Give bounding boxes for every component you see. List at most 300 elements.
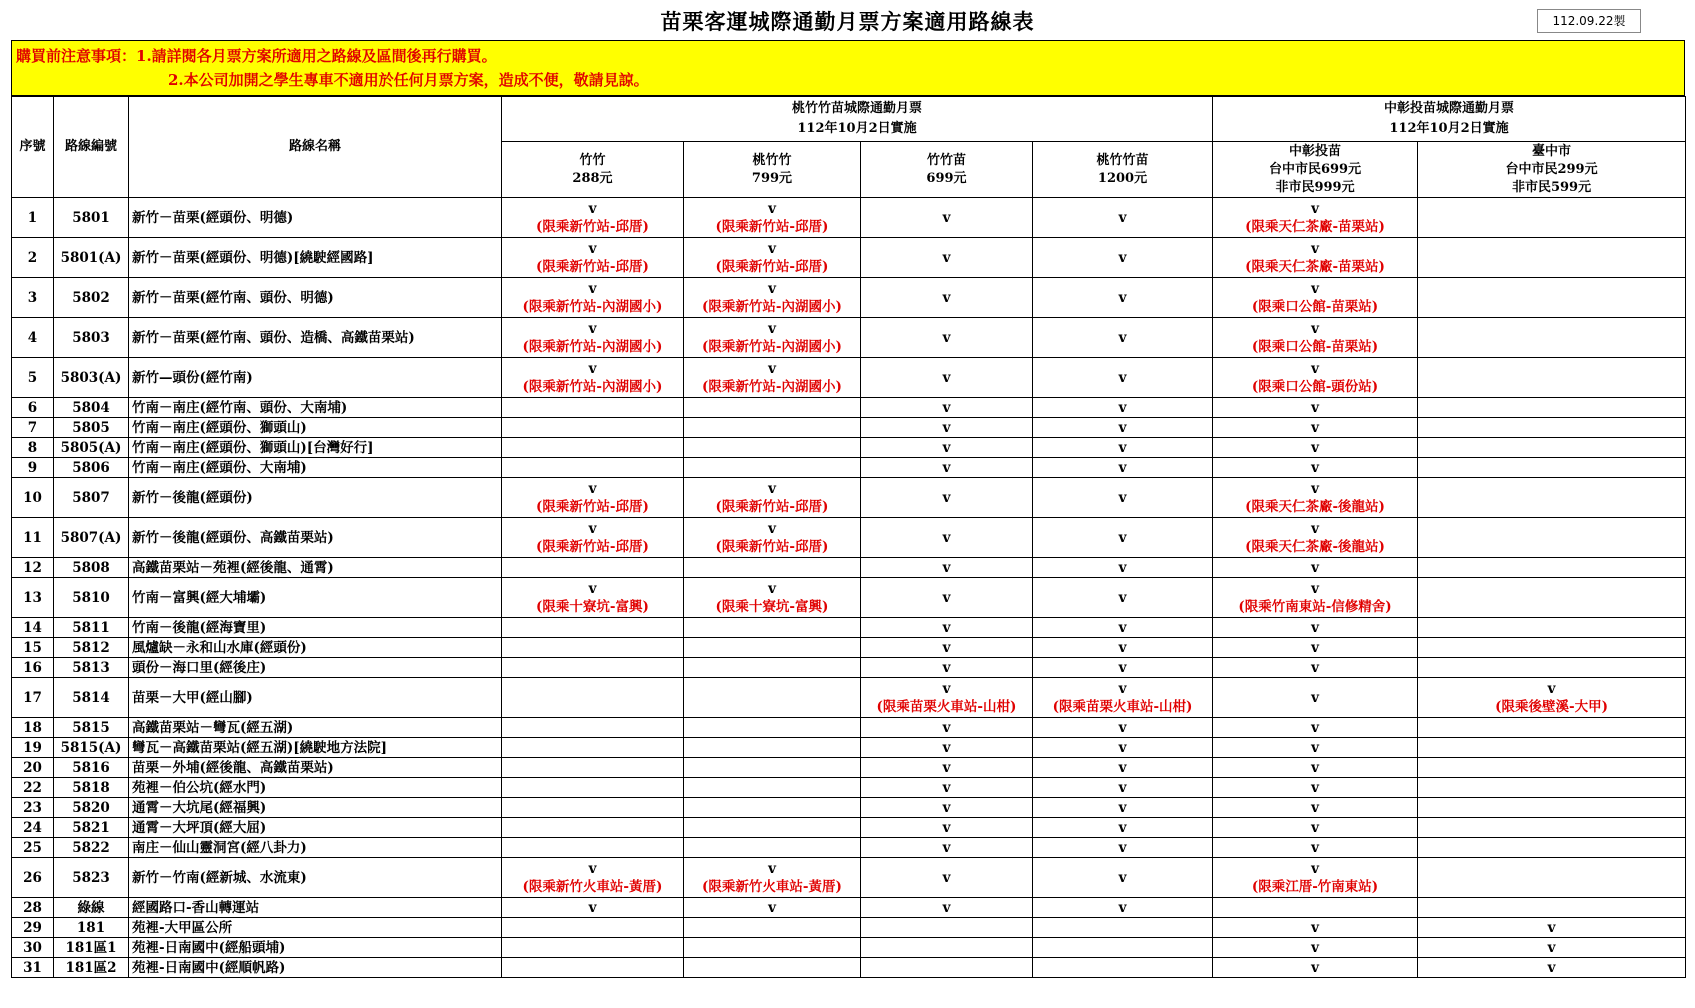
cell-route-name: 通霄－大坑尾(經福興) xyxy=(129,798,502,818)
cell-route-name: 高鐵苗栗站－彎瓦(經五湖) xyxy=(129,718,502,738)
table-row xyxy=(12,398,1686,418)
cell-plan-4 xyxy=(1213,238,1418,278)
cell-plan-4 xyxy=(1213,958,1418,978)
check-mark: v xyxy=(1311,860,1319,877)
cell-plan-1 xyxy=(684,738,861,758)
restriction-note: (限乘新竹火車站-黃厝) xyxy=(522,878,663,895)
check-mark: v xyxy=(1311,280,1319,297)
cell-route-name: 新竹－竹南(經新城、水流東) xyxy=(129,858,502,898)
cell-route-name: 頭份－海口里(經後庄) xyxy=(129,658,502,678)
check-mark: v xyxy=(942,680,951,697)
cell-plan-2 xyxy=(861,278,1033,318)
check-mark: v xyxy=(1311,360,1319,377)
check-mark: v xyxy=(1118,289,1127,306)
check-mark: v xyxy=(1118,839,1127,856)
check-mark: v xyxy=(942,869,951,886)
check-mark: v xyxy=(1311,719,1319,736)
table-row xyxy=(12,958,1686,978)
check-mark: v xyxy=(1118,249,1127,266)
table-row xyxy=(12,198,1686,238)
cell-plan-0 xyxy=(502,738,684,758)
cell-route-no: 5807(A) xyxy=(54,518,129,558)
cell-seq: 10 xyxy=(12,478,54,518)
check-mark: v xyxy=(1118,659,1127,676)
cell-plan-5 xyxy=(1418,738,1686,758)
cell-plan-4 xyxy=(1213,818,1418,838)
cell-plan-0 xyxy=(502,918,684,938)
cell-plan-2 xyxy=(861,578,1033,618)
header-plan-line: 竹竹 xyxy=(579,152,606,168)
cell-seq: 12 xyxy=(12,558,54,578)
cell-seq: 31 xyxy=(12,958,54,978)
check-mark: v xyxy=(1118,639,1127,656)
check-mark: v xyxy=(942,209,951,226)
cell-plan-3 xyxy=(1033,758,1213,778)
cell-plan-1 xyxy=(684,458,861,478)
cell-route-no: 5821 xyxy=(54,818,129,838)
cell-route-no: 5811 xyxy=(54,618,129,638)
cell-plan-3 xyxy=(1033,918,1213,938)
cell-plan-1 xyxy=(684,798,861,818)
check-mark: v xyxy=(588,860,597,877)
header-plan-line: 臺中市 xyxy=(1532,143,1572,159)
check-mark: v xyxy=(1311,839,1319,856)
cell-seq: 24 xyxy=(12,818,54,838)
cell-plan-5 xyxy=(1418,418,1686,438)
check-mark: v xyxy=(1118,619,1127,636)
cell-seq: 16 xyxy=(12,658,54,678)
table-row xyxy=(12,678,1686,718)
check-mark: v xyxy=(942,759,951,776)
cell-route-name: 通霄－大坪頂(經大屈) xyxy=(129,818,502,838)
check-mark: v xyxy=(1118,529,1127,546)
header-plan-line: 台中市民699元 xyxy=(1268,161,1362,177)
cell-seq: 9 xyxy=(12,458,54,478)
table-row xyxy=(12,718,1686,738)
cell-plan-3 xyxy=(1033,578,1213,618)
check-mark: v xyxy=(1118,369,1127,386)
cell-plan-1 xyxy=(684,578,861,618)
cell-plan-1 xyxy=(684,958,861,978)
restriction-note: (限乘口公館-苗栗站) xyxy=(1251,338,1379,355)
cell-plan-2 xyxy=(861,798,1033,818)
cell-route-name: 新竹－苗栗(經竹南、頭份、造橋、高鐵苗栗站) xyxy=(129,318,502,358)
check-mark: v xyxy=(1311,439,1319,456)
cell-plan-2 xyxy=(861,858,1033,898)
cell-plan-1 xyxy=(684,318,861,358)
check-mark: v xyxy=(942,559,951,576)
cell-seq: 14 xyxy=(12,618,54,638)
table-row xyxy=(12,618,1686,638)
check-mark: v xyxy=(1118,209,1127,226)
cell-plan-0 xyxy=(502,938,684,958)
check-mark: v xyxy=(1311,240,1319,257)
cell-plan-2 xyxy=(861,518,1033,558)
cell-route-no: 5806 xyxy=(54,458,129,478)
cell-plan-2 xyxy=(861,238,1033,278)
check-mark: v xyxy=(1311,919,1319,936)
check-mark: v xyxy=(942,589,951,606)
cell-plan-3 xyxy=(1033,738,1213,758)
restriction-note: (限乘新竹站-邱厝) xyxy=(536,218,649,235)
cell-seq: 3 xyxy=(12,278,54,318)
restriction-note: (限乘天仁茶廠-苗栗站) xyxy=(1245,218,1385,235)
check-mark: v xyxy=(942,819,951,836)
cell-plan-4 xyxy=(1213,358,1418,398)
cell-plan-5 xyxy=(1418,758,1686,778)
cell-plan-5 xyxy=(1418,958,1686,978)
cell-route-no: 5802 xyxy=(54,278,129,318)
header-plan-line: 竹竹苗 xyxy=(926,152,966,168)
cell-plan-0 xyxy=(502,718,684,738)
cell-route-name: 苑裡－伯公坑(經水門) xyxy=(129,778,502,798)
cell-route-no: 5818 xyxy=(54,778,129,798)
table-row xyxy=(12,478,1686,518)
cell-plan-2 xyxy=(861,758,1033,778)
cell-plan-4 xyxy=(1213,578,1418,618)
cell-route-no: 5804 xyxy=(54,398,129,418)
cell-plan-5 xyxy=(1418,818,1686,838)
restriction-note: (限乘天仁茶廠-後龍站) xyxy=(1245,538,1385,555)
cell-plan-0 xyxy=(502,838,684,858)
check-mark: v xyxy=(1118,419,1127,436)
check-mark: v xyxy=(1547,919,1556,936)
check-mark: v xyxy=(1311,619,1319,636)
restriction-note: (限乘新竹站-邱厝) xyxy=(715,498,829,515)
table-row xyxy=(12,518,1686,558)
cell-seq: 15 xyxy=(12,638,54,658)
cell-plan-1 xyxy=(684,678,861,718)
restriction-note: (限乘口公館-頭份站) xyxy=(1251,378,1379,395)
cell-plan-5 xyxy=(1418,798,1686,818)
cell-plan-1 xyxy=(684,478,861,518)
check-mark: v xyxy=(1118,739,1127,756)
cell-plan-5 xyxy=(1418,658,1686,678)
check-mark: v xyxy=(588,580,597,597)
group2-date: 112年10月2日實施 xyxy=(1389,121,1509,136)
cell-plan-2 xyxy=(861,438,1033,458)
check-mark: v xyxy=(1118,589,1127,606)
cell-plan-0 xyxy=(502,558,684,578)
check-mark: v xyxy=(1118,399,1127,416)
cell-route-name: 苗栗－大甲(經山腳) xyxy=(129,678,502,718)
check-mark: v xyxy=(1311,480,1319,497)
cell-route-name: 苑裡-日南國中(經順帆路) xyxy=(129,958,502,978)
check-mark: v xyxy=(588,320,597,337)
cell-plan-0 xyxy=(502,858,684,898)
check-mark: v xyxy=(768,899,776,916)
cell-plan-2 xyxy=(861,558,1033,578)
cell-seq: 4 xyxy=(12,318,54,358)
notice-banner xyxy=(11,40,1685,96)
cell-plan-0 xyxy=(502,198,684,238)
table-row xyxy=(12,358,1686,398)
check-mark: v xyxy=(942,459,951,476)
table-row xyxy=(12,818,1686,838)
cell-plan-2 xyxy=(861,738,1033,758)
cell-plan-3 xyxy=(1033,458,1213,478)
cell-route-no: 5822 xyxy=(54,838,129,858)
cell-plan-0 xyxy=(502,278,684,318)
cell-plan-1 xyxy=(684,278,861,318)
cell-plan-1 xyxy=(684,558,861,578)
cell-route-no: 5805 xyxy=(54,418,129,438)
cell-route-no: 5812 xyxy=(54,638,129,658)
header-plan-line: 桃竹竹 xyxy=(752,152,792,168)
check-mark: v xyxy=(942,439,951,456)
cell-route-name: 竹南－富興(經大埔壩) xyxy=(129,578,502,618)
cell-plan-0 xyxy=(502,758,684,778)
notice-line-1: 購買前注意事項：1.請詳閱各月票方案所適用之路線及區間後再行購買。 xyxy=(16,47,497,65)
restriction-note: (限乘口公館-苗栗站) xyxy=(1251,298,1379,315)
cell-route-name: 新竹—頭份(經竹南) xyxy=(129,358,502,398)
cell-seq: 5 xyxy=(12,358,54,398)
cell-plan-3 xyxy=(1033,398,1213,418)
cell-plan-2 xyxy=(861,678,1033,718)
cell-plan-3 xyxy=(1033,418,1213,438)
cell-plan-4 xyxy=(1213,758,1418,778)
cell-plan-3 xyxy=(1033,858,1213,898)
cell-plan-5 xyxy=(1418,938,1686,958)
check-mark: v xyxy=(768,860,776,877)
header-seq: 序號 xyxy=(12,97,54,198)
check-mark: v xyxy=(942,799,951,816)
table-row xyxy=(12,858,1686,898)
header-plan-line: 非市民999元 xyxy=(1275,179,1355,195)
cell-plan-5 xyxy=(1418,838,1686,858)
cell-route-no: 5803(A) xyxy=(54,358,129,398)
cell-seq: 11 xyxy=(12,518,54,558)
header-route-name: 路線名稱 xyxy=(129,97,502,198)
cell-plan-3 xyxy=(1033,478,1213,518)
cell-plan-3 xyxy=(1033,938,1213,958)
table-row xyxy=(12,738,1686,758)
cell-plan-1 xyxy=(684,398,861,418)
cell-plan-0 xyxy=(502,238,684,278)
cell-plan-4 xyxy=(1213,898,1418,918)
cell-plan-3 xyxy=(1033,198,1213,238)
cell-plan-5 xyxy=(1418,618,1686,638)
cell-plan-3 xyxy=(1033,838,1213,858)
table-row xyxy=(12,318,1686,358)
cell-route-no: 5814 xyxy=(54,678,129,718)
check-mark: v xyxy=(1311,520,1319,537)
check-mark: v xyxy=(1311,659,1319,676)
cell-plan-3 xyxy=(1033,358,1213,398)
cell-plan-5 xyxy=(1418,238,1686,278)
cell-plan-1 xyxy=(684,238,861,278)
check-mark: v xyxy=(942,779,951,796)
cell-plan-3 xyxy=(1033,718,1213,738)
restriction-note: (限乘十寮坑-富興) xyxy=(715,598,829,615)
check-mark: v xyxy=(588,280,597,297)
header-plan-5 xyxy=(1418,142,1686,198)
cell-route-name: 高鐵苗栗站－苑裡(經後龍、通霄) xyxy=(129,558,502,578)
check-mark: v xyxy=(588,480,597,497)
check-mark: v xyxy=(942,719,951,736)
cell-plan-3 xyxy=(1033,278,1213,318)
cell-plan-0 xyxy=(502,618,684,638)
cell-plan-5 xyxy=(1418,638,1686,658)
cell-plan-3 xyxy=(1033,658,1213,678)
cell-plan-5 xyxy=(1418,358,1686,398)
cell-plan-1 xyxy=(684,518,861,558)
cell-plan-1 xyxy=(684,858,861,898)
check-mark: v xyxy=(1311,580,1319,597)
check-mark: v xyxy=(942,639,951,656)
check-mark: v xyxy=(1118,680,1127,697)
table-row xyxy=(12,578,1686,618)
check-mark: v xyxy=(1547,939,1556,956)
cell-plan-0 xyxy=(502,958,684,978)
check-mark: v xyxy=(1547,959,1556,976)
check-mark: v xyxy=(942,489,951,506)
check-mark: v xyxy=(588,360,597,377)
cell-seq: 13 xyxy=(12,578,54,618)
cell-plan-4 xyxy=(1213,618,1418,638)
cell-plan-3 xyxy=(1033,958,1213,978)
cell-plan-2 xyxy=(861,918,1033,938)
cell-plan-1 xyxy=(684,358,861,398)
check-mark: v xyxy=(1118,719,1127,736)
cell-plan-5 xyxy=(1418,458,1686,478)
cell-plan-4 xyxy=(1213,738,1418,758)
cell-plan-1 xyxy=(684,938,861,958)
table-row xyxy=(12,238,1686,278)
cell-plan-3 xyxy=(1033,678,1213,718)
cell-plan-4 xyxy=(1213,858,1418,898)
restriction-note: (限乘新竹站-內湖國小) xyxy=(702,378,842,395)
cell-plan-4 xyxy=(1213,678,1418,718)
cell-plan-4 xyxy=(1213,318,1418,358)
cell-plan-1 xyxy=(684,198,861,238)
cell-plan-0 xyxy=(502,898,684,918)
cell-plan-0 xyxy=(502,318,684,358)
cell-route-no: 5816 xyxy=(54,758,129,778)
cell-plan-5 xyxy=(1418,858,1686,898)
cell-route-name: 竹南－南庄(經頭份、獅頭山) xyxy=(129,418,502,438)
cell-plan-3 xyxy=(1033,778,1213,798)
cell-plan-5 xyxy=(1418,198,1686,238)
cell-plan-4 xyxy=(1213,438,1418,458)
cell-route-name: 苑裡-日南國中(經船頭埔) xyxy=(129,938,502,958)
table-row xyxy=(12,638,1686,658)
check-mark: v xyxy=(942,289,951,306)
cell-route-name: 經國路口-香山轉運站 xyxy=(129,898,502,918)
cell-seq: 23 xyxy=(12,798,54,818)
cell-seq: 2 xyxy=(12,238,54,278)
header-plan-0 xyxy=(502,142,684,198)
cell-plan-4 xyxy=(1213,478,1418,518)
cell-route-name: 竹南－南庄(經頭份、獅頭山)[台灣好行] xyxy=(129,438,502,458)
cell-route-no: 5815 xyxy=(54,718,129,738)
cell-plan-5 xyxy=(1418,678,1686,718)
header-plan-line: 中彰投苗 xyxy=(1289,143,1342,159)
check-mark: v xyxy=(942,249,951,266)
cell-route-no: 5815(A) xyxy=(54,738,129,758)
restriction-note: (限乘十寮坑-富興) xyxy=(536,598,649,615)
check-mark: v xyxy=(942,839,951,856)
cell-plan-5 xyxy=(1418,918,1686,938)
cell-route-name: 新竹－苗栗(經頭份、明德) xyxy=(129,198,502,238)
cell-plan-1 xyxy=(684,718,861,738)
restriction-note: (限乘苗栗火車站-山柑) xyxy=(1052,698,1193,715)
cell-plan-0 xyxy=(502,638,684,658)
restriction-note: (限乘新竹火車站-黃厝) xyxy=(702,878,842,895)
restriction-note: (限乘新竹站-內湖國小) xyxy=(702,298,842,315)
check-mark: v xyxy=(1547,680,1556,697)
cell-plan-0 xyxy=(502,418,684,438)
check-mark: v xyxy=(942,369,951,386)
cell-plan-1 xyxy=(684,918,861,938)
cell-plan-5 xyxy=(1418,318,1686,358)
cell-plan-2 xyxy=(861,638,1033,658)
cell-plan-4 xyxy=(1213,638,1418,658)
cell-plan-4 xyxy=(1213,658,1418,678)
check-mark: v xyxy=(768,200,776,217)
restriction-note: (限乘新竹站-邱厝) xyxy=(536,538,649,555)
cell-seq: 17 xyxy=(12,678,54,718)
check-mark: v xyxy=(1118,819,1127,836)
cell-plan-5 xyxy=(1418,718,1686,738)
cell-plan-2 xyxy=(861,318,1033,358)
cell-route-no: 5813 xyxy=(54,658,129,678)
restriction-note: (限乘新竹站-邱厝) xyxy=(536,258,649,275)
cell-plan-1 xyxy=(684,638,861,658)
cell-route-name: 苑裡-大甲區公所 xyxy=(129,918,502,938)
cell-plan-1 xyxy=(684,418,861,438)
header-group-zctm xyxy=(1213,97,1686,142)
cell-seq: 28 xyxy=(12,898,54,918)
check-mark: v xyxy=(1118,489,1127,506)
check-mark: v xyxy=(1311,419,1319,436)
cell-plan-2 xyxy=(861,938,1033,958)
table-row xyxy=(12,758,1686,778)
table-row xyxy=(12,838,1686,858)
group1-date: 112年10月2日實施 xyxy=(797,121,917,136)
restriction-note: (限乘新竹站-邱厝) xyxy=(715,538,829,555)
cell-plan-0 xyxy=(502,778,684,798)
check-mark: v xyxy=(1118,799,1127,816)
page-title: 苗栗客運城際通勤月票方案適用路線表 xyxy=(660,9,1035,34)
date-stamp: 112.09.22製 xyxy=(1537,9,1641,33)
cell-plan-5 xyxy=(1418,478,1686,518)
check-mark: v xyxy=(1118,329,1127,346)
cell-route-name: 南庄－仙山靈洞宮(經八卦力) xyxy=(129,838,502,858)
cell-plan-0 xyxy=(502,578,684,618)
cell-route-no: 5810 xyxy=(54,578,129,618)
cell-plan-0 xyxy=(502,798,684,818)
check-mark: v xyxy=(1118,899,1127,916)
cell-plan-0 xyxy=(502,458,684,478)
cell-plan-0 xyxy=(502,358,684,398)
cell-plan-4 xyxy=(1213,778,1418,798)
check-mark: v xyxy=(588,240,597,257)
cell-plan-2 xyxy=(861,958,1033,978)
cell-plan-4 xyxy=(1213,398,1418,418)
cell-route-name: 新竹－苗栗(經竹南、頭份、明德) xyxy=(129,278,502,318)
check-mark: v xyxy=(1311,689,1319,706)
restriction-note: (限乘新竹站-內湖國小) xyxy=(702,338,842,355)
cell-seq: 22 xyxy=(12,778,54,798)
table-row xyxy=(12,798,1686,818)
cell-plan-2 xyxy=(861,658,1033,678)
cell-plan-3 xyxy=(1033,618,1213,638)
cell-plan-3 xyxy=(1033,798,1213,818)
cell-route-name: 新竹－苗栗(經頭份、明德)[繞駛經國路] xyxy=(129,238,502,278)
cell-seq: 7 xyxy=(12,418,54,438)
cell-plan-0 xyxy=(502,818,684,838)
